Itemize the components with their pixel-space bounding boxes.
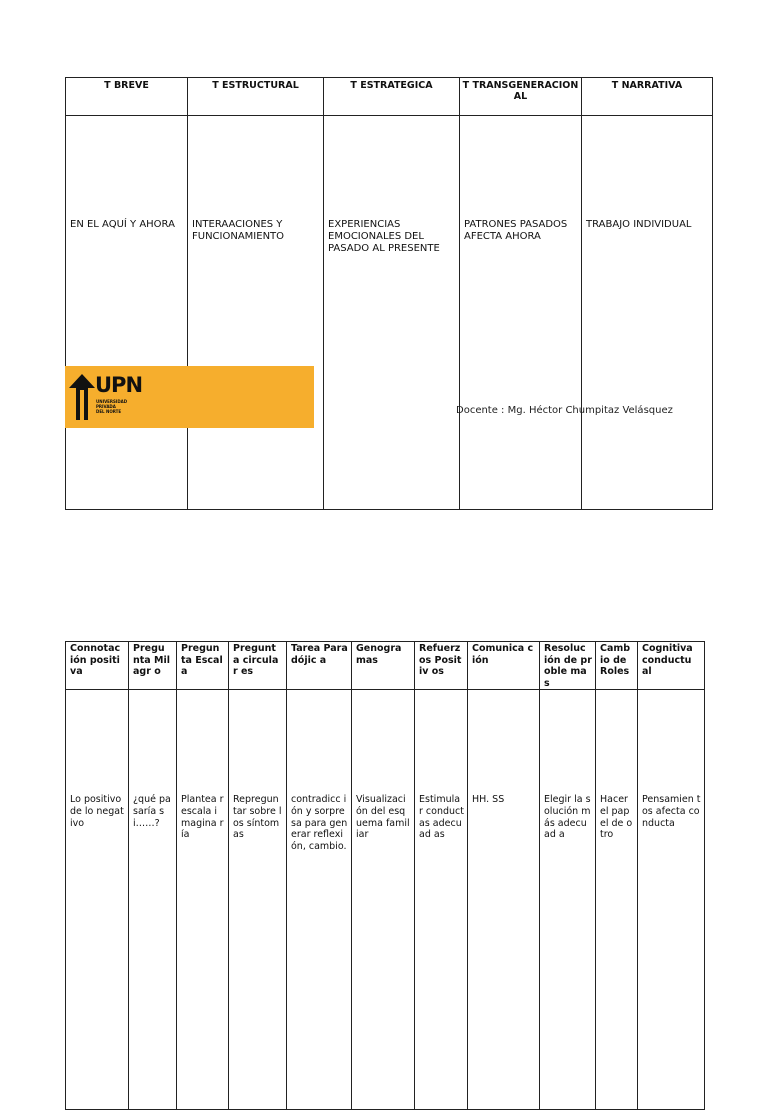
cell-resolucion-problemas: Elegir la solución más adecuad a xyxy=(540,690,596,1110)
header-t-estrategica: T ESTRATEGICA xyxy=(324,78,460,116)
upn-arrow-icon xyxy=(69,374,95,420)
cell-cognitiva-conductual: Pensamien tos afecta conducta xyxy=(638,690,705,1110)
header-t-estructural: T ESTRUCTURAL xyxy=(188,78,324,116)
header-t-narrativa: T NARRATIVA xyxy=(582,78,713,116)
upn-logo-word: UPN xyxy=(95,373,143,397)
docente-caption: Docente : Mg. Héctor Chumpitaz Velásquez xyxy=(456,405,673,416)
header-genogramas: Genogra mas xyxy=(352,642,415,690)
cell-t-narrativa: TRABAJO INDIVIDUAL xyxy=(582,116,713,510)
cell-connotacion-positiva: Lo positivo de lo negativo xyxy=(66,690,129,1110)
header-refuerzos-positivos: Refuerz os Positiv os xyxy=(415,642,468,690)
cell-t-transgeneracional: PATRONES PASADOS AFECTA AHORA xyxy=(460,116,582,510)
header-comunicacion: Comunica ción xyxy=(468,642,540,690)
header-pregunta-milagro: Pregu nta Milagr o xyxy=(129,642,177,690)
therapy-types-table xyxy=(65,77,713,510)
upn-logo-band xyxy=(65,366,314,428)
cell-cambio-roles: Hacer el papel de otro xyxy=(596,690,638,1110)
cell-preguntas-circulares: Repregun tar sobre los síntomas xyxy=(229,690,287,1110)
cell-pregunta-escala: Plantea r escala imagina ría xyxy=(177,690,229,1110)
header-t-breve: T BREVE xyxy=(66,78,188,116)
header-cognitiva-conductual: Cognitiva conductu al xyxy=(638,642,705,690)
cell-genogramas: Visualizaci ón del esquema familiar xyxy=(352,690,415,1110)
cell-t-breve: EN EL AQUÍ Y AHORA xyxy=(66,116,188,510)
table-row xyxy=(66,690,705,1110)
cell-refuerzos-positivos: Estimula r conduct as adecuad as xyxy=(415,690,468,1110)
header-t-transgeneracional: T TRANSGENERACION AL xyxy=(460,78,582,116)
table-header-row xyxy=(66,642,705,690)
header-preguntas-circulares: Pregunt a circular es xyxy=(229,642,287,690)
header-resolucion-problemas: Resoluc ión de proble mas xyxy=(540,642,596,690)
header-connotacion-positiva: Connotac ión positiva xyxy=(66,642,129,690)
upn-logo-tagline: UNIVERSIDAD PRIVADA DEL NORTE xyxy=(96,399,128,414)
cell-tarea-paradojica: contradicc ión y sorpresa para generar reflexión, cambio. xyxy=(287,690,352,1110)
header-cambio-roles: Camb io de Roles xyxy=(596,642,638,690)
cell-t-estructural: INTERAACIONES Y FUNCIONAMIENTO xyxy=(188,116,324,510)
cell-t-estrategica: EXPERIENCIAS EMOCIONALES DEL PASADO AL PRESENTE xyxy=(324,116,460,510)
table-row xyxy=(66,116,713,510)
header-tarea-paradojica: Tarea Paradójic a xyxy=(287,642,352,690)
header-pregunta-escala: Pregun ta Escala xyxy=(177,642,229,690)
cell-pregunta-milagro: ¿qué pasaría si……? xyxy=(129,690,177,1110)
techniques-table xyxy=(65,641,705,1110)
cell-comunicacion: HH. SS xyxy=(468,690,540,1110)
table-header-row xyxy=(66,78,713,116)
